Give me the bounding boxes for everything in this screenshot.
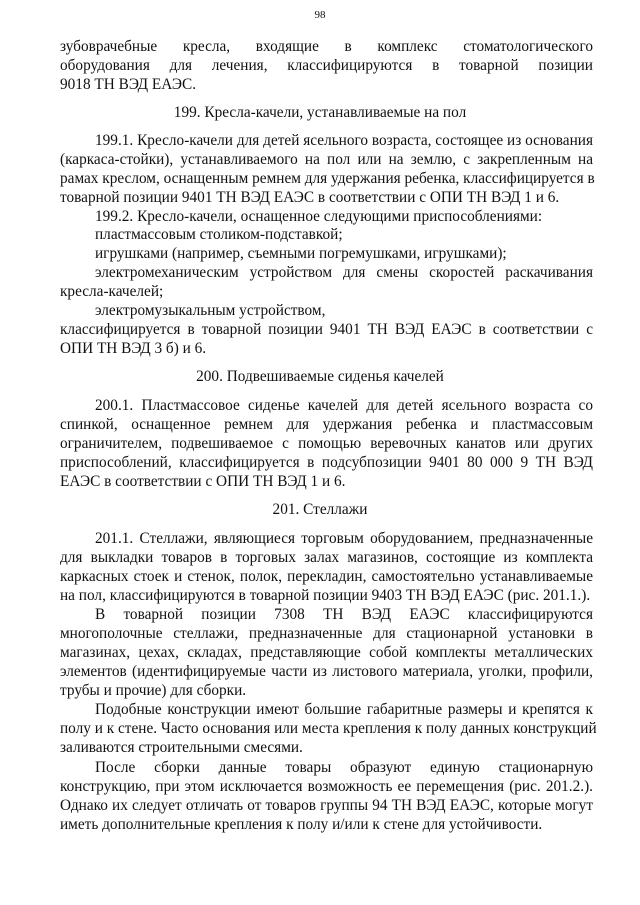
text-line: (каркаса-стойки), устанавливаемого на пол или на землю, с закрепленным на	[60, 151, 593, 168]
text-line: электромеханическим устройством для смены скоростей раскачивания	[95, 264, 593, 281]
text-line: ОПИ ТН ВЭД 3 б) и 6.	[60, 340, 207, 357]
text-line: кресла-качелей;	[60, 283, 164, 300]
text-line: для выкладки товаров в торговых залах магазинов, состоящие из комплекта	[60, 549, 593, 566]
text-line: 200.1. Пластмассовое сиденье качелей для детей ясельного возраста со	[95, 397, 593, 414]
text-line: После сборки данные товары образуют единую стационарную	[95, 759, 593, 776]
text-line: многополочные стеллажи, предназначенные для стационарной установки в	[60, 625, 593, 642]
text-line: пластмассовым столиком-подставкой;	[95, 226, 343, 243]
text-line: Однако их следует отличать от товаров группы 94 ТН ВЭД ЕАЭС, которые могут	[60, 797, 593, 814]
text-line: полу и к стене. Часто основания или места крепления к полу данных конструкций	[60, 720, 597, 737]
section-heading-201: 201. Стеллажи	[272, 501, 368, 518]
text-line: элементов (идентифицируемые части из листового материала, уголки, профили,	[60, 663, 593, 680]
text-line: заливаются строительными смесями.	[60, 739, 303, 756]
text-line: приспособлений, классифицируется в подсубпозиции 9401 80 000 9 ТН ВЭД	[60, 454, 593, 471]
text-line: товарной позиции 9401 ТН ВЭД ЕАЭС в соответствии с ОПИ ТН ВЭД 1 и 6.	[60, 189, 560, 206]
text-line: ограничителем, подвешиваемое с помощью веревочных канатов или других	[60, 435, 593, 452]
text-line: зубоврачебные кресла, входящие в комплекс стоматологического	[60, 38, 593, 55]
text-line: спинкой, оснащенное ремнем для удержания ребенка и пластмассовым	[60, 416, 593, 433]
text-line: каркасных стоек и стенок, полок, перекладин, самостоятельно устанавливаемые	[60, 568, 593, 585]
text-line: игрушками (например, съемными погремушками, игрушками);	[95, 245, 507, 262]
page-number: 98	[314, 9, 326, 21]
text-line: магазинах, цехах, складах, представляющие собой комплекты металлических	[60, 644, 593, 661]
section-heading-200: 200. Подвешиваемые сиденья качелей	[196, 368, 444, 385]
text-line: 199.2. Кресло-качели, оснащенное следующими приспособлениями:	[95, 208, 543, 225]
text-line: классифицируется в товарной позиции 9401 ТН ВЭД ЕАЭС в соответствии с	[60, 321, 593, 338]
text-line: электромузыкальным устройством,	[95, 302, 326, 319]
text-line: иметь дополнительные крепления к полу и/или к стене для устойчивости.	[60, 816, 543, 833]
text-line: 201.1. Стеллажи, являющиеся торговым оборудованием, предназначенные	[95, 530, 593, 547]
text-line: рамах креслом, оснащенным ремнем для удержания ребенка, классифицируется в	[60, 170, 595, 187]
text-line: Подобные конструкции имеют большие габаритные размеры и крепятся к	[95, 701, 593, 718]
text-line: трубы и прочие) для сборки.	[60, 682, 247, 699]
text-line: 9018 ТН ВЭД ЕАЭС.	[60, 76, 197, 93]
text-line: 199.1. Кресло-качели для детей ясельного возраста, состоящее из основания	[95, 132, 593, 149]
text-line: на пол, классифицируются в товарной позиции 9403 ТН ВЭД ЕАЭС (рис. 201.1.).	[60, 587, 591, 604]
section-heading-199: 199. Кресла-качели, устанавливаемые на пол	[173, 104, 467, 121]
text-line: оборудования для лечения, классифицируются в товарной позиции	[60, 57, 593, 74]
text-line: ЕАЭС в соответствии с ОПИ ТН ВЭД 1 и 6.	[60, 473, 346, 490]
text-line: конструкцию, при этом исключается возможность ее перемещения (рис. 201.2.).	[60, 778, 593, 795]
text-line: В товарной позиции 7308 ТН ВЭД ЕАЭС классифицируются	[95, 606, 593, 623]
